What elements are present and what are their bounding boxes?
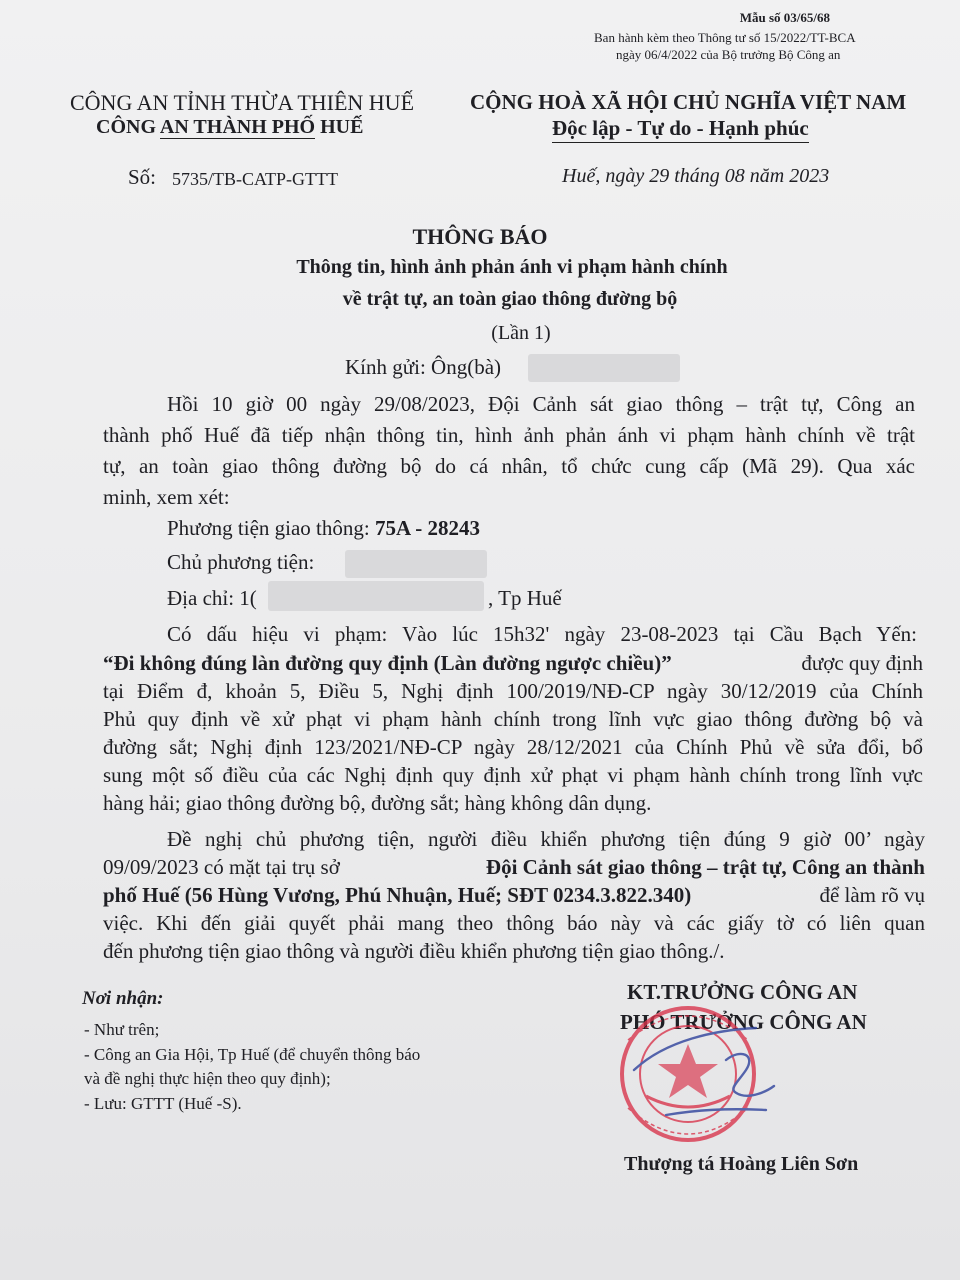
body-line: việc. Khi đến giải quyết phải mang theo thông báo này và các giấy tờ có liên quan [103, 911, 925, 935]
agency-name-part-c: HUẾ [315, 116, 364, 138]
recipient-item: - Như trên; [84, 1020, 160, 1039]
addressee-label: Kính gửi: Ông(bà) [345, 355, 502, 379]
body-line: để làm rõ vụ [819, 883, 925, 907]
agency-name-part-b: AN THÀNH PHỐ [159, 116, 316, 138]
agency-name-part-a: CÔNG [96, 116, 160, 138]
body-line: hàng hải; giao thông đường bộ, đường sắt; hàng không dân dụng. [103, 791, 652, 815]
body-line: 09/09/2023 có mặt tại trụ sở [103, 855, 340, 879]
redacted-owner [345, 550, 487, 578]
office-name: Đội Cảnh sát giao thông – trật tự, Công an thành [485, 855, 925, 879]
address-tail: , Tp Huế [488, 586, 562, 610]
owner-label: Chủ phương tiện: [167, 550, 315, 574]
vehicle-info [167, 516, 480, 541]
notice-count: (Lần 1) [491, 322, 551, 344]
body-line-mixed [103, 855, 925, 880]
recipient-item: - Công an Gia Hội, Tp Huế (để chuyển thông báo [84, 1045, 421, 1064]
document-subtitle-2: về trật tự, an toàn giao thông đường bộ [342, 288, 678, 310]
body-line: tự, an toàn giao thông đường bộ do cá nhân, tổ chức cung cấp (Mã 29). Qua xác [103, 454, 915, 478]
vehicle-plate: 75A - 28243 [374, 516, 480, 540]
signature-title-1: KT.TRƯỞNG CÔNG AN [627, 980, 858, 1004]
body-line: minh, xem xét: [103, 485, 230, 509]
form-note-line1: Ban hành kèm theo Thông tư số 15/2022/TT-BCA [594, 30, 856, 45]
form-number: Mẫu số 03/65/68 [739, 10, 830, 25]
agency-name [96, 116, 363, 139]
stamp-seal-icon [622, 1008, 754, 1140]
document-subtitle-1: Thông tin, hình ảnh phản ánh vi phạm hành chính [296, 256, 728, 278]
agency-parent: CÔNG AN TỈNH THỪA THIÊN HUẾ [70, 90, 415, 115]
violation-line [103, 651, 923, 676]
body-line: Phủ quy định về xử phạt vi phạm hành chính trong lĩnh vực giao thông đường bộ và [103, 707, 923, 731]
recipients-title: Nơi nhận: [82, 988, 164, 1009]
document-number-label: Số: [128, 165, 157, 189]
office-address: phố Huế (56 Hùng Vương, Phú Nhuận, Huế; SĐT 0234.3.822.340) [103, 883, 692, 907]
national-motto: Độc lập - Tự do - Hạnh phúc [552, 116, 809, 143]
body-line: sung một số điều của các Nghị định quy định xử phạt vi phạm hành chính trong lĩnh vực [103, 763, 923, 787]
body-line: đường sắt; Nghị định 123/2021/NĐ-CP ngày 28/12/2021 của Chính Phủ về sửa đổi, bổ [103, 735, 923, 759]
document-number: 5735/TB-CATP-GTTT [172, 169, 338, 189]
body-line: tại Điểm đ, khoản 5, Điều 5, Nghị định 100/2019/NĐ-CP ngày 30/12/2019 của Chính [103, 679, 923, 703]
body-line: đến phương tiện giao thông và người điều khiển phương tiện giao thông./. [103, 939, 725, 963]
form-note-line2: ngày 06/4/2022 của Bộ trưởng Bộ Công an [616, 47, 841, 62]
recipient-item: - Lưu: GTTT (Huế -S). [84, 1094, 242, 1113]
violation-text: “Đi không đúng làn đường quy định (Làn đường ngược chiều)” [103, 651, 672, 675]
redacted-address [268, 581, 484, 611]
body-line-mixed [103, 883, 925, 908]
document-title: THÔNG BÁO [412, 224, 548, 249]
body-line: được quy định [801, 651, 923, 675]
country-name: CỘNG HOÀ XÃ HỘI CHỦ NGHĨA VIỆT NAM [470, 90, 907, 114]
recipient-item: và đề nghị thực hiện theo quy định); [84, 1069, 331, 1088]
body-line: Đề nghị chủ phương tiện, người điều khiển phương tiện đúng 9 giờ 00’ ngày [167, 827, 925, 851]
vehicle-label: Phương tiện giao thông: [167, 516, 375, 540]
redacted-addressee [528, 354, 680, 382]
body-line: Có dấu hiệu vi phạm: Vào lúc 15h32' ngày 23-08-2023 tại Cầu Bạch Yến: [167, 622, 917, 646]
document-date: Huế, ngày 29 tháng 08 năm 2023 [562, 165, 830, 187]
signature-title-2: PHÓ TRƯỞNG CÔNG AN [620, 1010, 867, 1034]
official-stamp [606, 1000, 776, 1150]
signer-name: Thượng tá Hoàng Liên Sơn [624, 1153, 859, 1175]
body-line: Hồi 10 giờ 00 ngày 29/08/2023, Đội Cảnh sát giao thông – trật tự, Công an [167, 392, 915, 416]
address-label: Địa chỉ: 1( [167, 586, 257, 610]
body-line: thành phố Huế đã tiếp nhận thông tin, hình ảnh phản ánh vi phạm hành chính về trật [103, 423, 915, 447]
